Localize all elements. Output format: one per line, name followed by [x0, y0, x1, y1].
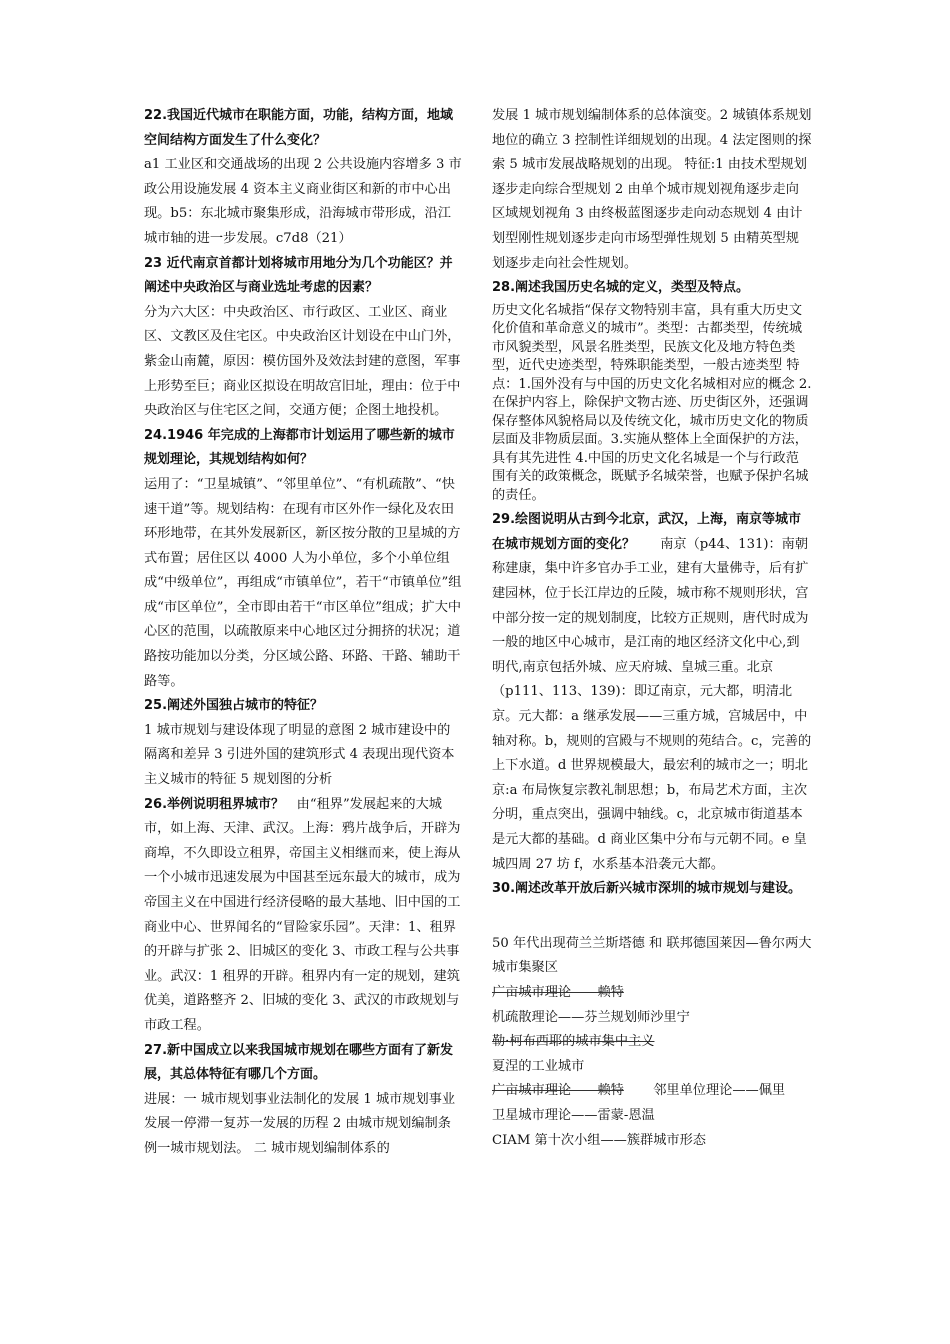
answer-22: a1 工业区和交通战场的出现 2 公共设施内容增多 3 市政公用设施发展 4 资本主义商业街区和新的市中心出现。b5：东北城市聚集形成，沿海城市带形成，沿江城市轴的进一步发展。c7d8（21）	[144, 157, 462, 246]
spacer	[492, 902, 812, 932]
qa-29	[492, 508, 812, 877]
right-column	[492, 104, 812, 1153]
note-7: 卫星城市理论——雷蒙-恩温	[492, 1107, 655, 1123]
question-29: 29.绘图说明从古到今北京，武汉，上海，南京等城市在城市规划方面的变化？	[492, 512, 802, 552]
note-3: 勒·柯布西耶的城市集中主义	[492, 1034, 655, 1050]
qa-26	[144, 793, 462, 1039]
answer-26: 由“租界”发展起来的大城市，如上海、天津、武汉。上海：鸦片战争后，开辟为商埠，不久即设立租界，帝国主义相继而来，使上海从一个小城市迅速发展为中国甚至远东最大的城市，成为帝国主义在中国进行经济侵略的最大基地、旧中国的工商业中心、世界闻名的“冒险家乐园”。天津：1、租界的开辟与扩张 2、旧城区的变化 3、市政工程与公共事业。武汉：1 租界的开辟。租界内有一定的规划，建筑优美，道路整齐 2、旧城的变化 3、武汉的市政规划与市政工程。	[144, 796, 461, 1033]
question-23: 23 近代南京首都计划将城市用地分为几个功能区？并阐述中央政治区与商业选址考虑的因素？	[144, 255, 453, 296]
question-28: 28.阐述我国历史名城的定义，类型及特点。	[492, 280, 750, 296]
note-row-5-6	[492, 1079, 812, 1104]
answer-23: 分为六大区：中央政治区、市行政区、工业区、商业区、文教区及住宅区。中央政治区计划设在中山门外，紫金山南麓，原因：模仿国外及效法封建的意图，军事上形势至巨；商业区拟设在明故宫旧址，理由：位于中央政治区与住宅区之间，交通方便；企图土地投机。	[144, 304, 461, 419]
note-2: 机疏散理论——芬兰规划师沙里宁	[492, 1009, 690, 1025]
note-4: 夏涅的工业城市	[492, 1058, 585, 1074]
note-1: 广亩城市理论——赖特	[492, 984, 624, 1000]
answer-27: 进展：一 城市规划事业法制化的发展 1 城市规划事业发展一停滞一复苏一发展的历程 2 由城市规划编制条例一城市规划法。 二 城市规划编制体系的	[144, 1091, 456, 1156]
question-24: 24.1946 年完成的上海都市计划运用了哪些新的城市规划理论，其规划结构如何？	[144, 427, 455, 468]
note-5: 广亩城市理论——赖特	[492, 1083, 624, 1099]
left-column	[144, 104, 462, 1162]
question-26: 26.举例说明租界城市？	[144, 796, 285, 812]
answer-28: 历史文化名城指“保存文物特别丰富，具有重大历史文化价值和革命意义的城市”。类型：古都类型，传统城市风貌类型，风景名胜类型，民族文化及地方特色类型，近代史迹类型，特殊职能类型，一般古迹类型 特点：1.国外没有与中国的历史文化名城相对应的概念 2. 在保护内容上，除保护文物古迹、历史街区外，还强调保存整体风貌格局以及传统文化，城市历史文化的物质层面及非物质层面。3.实施从整体上全面保护的方法，具有其先进性 4.中国的历史文化名城是一个与行政范围有关的政策概念，既赋予名城荣誉，也赋予保护名城的责任。	[492, 302, 812, 503]
answer-25: 1 城市规划与建设体现了明显的意图 2 城市建设中的隔离和差异 3 引进外国的建筑形式 4 表现出现代资本主义城市的特征 5 规划图的分析	[144, 722, 455, 788]
answer-24: 运用了：“卫星城镇”、“邻里单位”、“有机疏散”、“快速干道”等。规划结构：在现有市区外作一绿化及农田环形地带，在其外发展新区，新区按分散的卫星城的方式布置；居住区以 4000 人为小单位，多个小单位组成“中级单位”，再组成“市镇单位”，若干“市镇单位”组成“市区单位”，全市即由若干“市区单位”组成；扩大中心区的范围，以疏散原来中心地区过分拥挤的状况；道路按功能加以分类，分区域公路、环路、干路、辅助干路等。	[144, 476, 462, 689]
question-22: 22.我国近代城市在职能方面，功能，结构方面，地域空间结构方面发生了什么变化？	[144, 108, 454, 148]
answer-29: 南京（p44、131)：南朝称建康，集中许多官办手工业，建有大量佛寺，后有扩建园林，位于长江岸边的丘陵，城市称不规则形状，宫中部分按一定的规划制度，比较方正规则，唐代时成为一般的地区中心城市，是江南的地区经济文化中心,到明代,南京包括外城、应天府城、皇城三重。北京（p111、113、139)：即辽南京，元大都，明清北京。元大都：a 继承发展——三重方城，宫城居中，中轴对称。b，规则的宫殿与不规则的苑结合。c，完善的上下水道。d 世界规模最大，最宏利的城市之一；明北京:a 布局恢复宗教礼制思想；b，布局艺术方面，主次分明，重点突出，强调中轴线。c，北京城市街道基本是元大都的基础。d 商业区集中分布与元朝不同。e 皇城四周 27 坊 f，水系基本沿袭元大都。	[492, 536, 812, 872]
note-0: 50 年代出现荷兰兰斯塔德 和 联邦德国莱因—鲁尔两大城市集聚区	[492, 935, 812, 976]
question-25: 25.阐述外国独占城市的特征？	[144, 698, 324, 714]
question-27: 27.新中国成立以来我国城市规划在哪些方面有了新发展，其总体特征有哪几个方面。	[144, 1042, 454, 1083]
note-8: CIAM 第十次小组——簇群城市形态	[492, 1132, 706, 1148]
answer-27-continued: 发展 1 城市规划编制体系的总体演变。2 城镇体系规划地位的确立 3 控制性详细规划的出现。4 法定图则的探索 5 城市发展战略规划的出现。 特征:1 由技术型规划逐步走向综合型规划 2 由单个城市规划视角逐步走向区域规划视角 3 由终极蓝图逐步走向动态规划 4 由计划型刚性规划逐步走向市场型弹性规划 5 由精英型规划逐步走向社会性规划。	[492, 108, 812, 271]
question-30: 30.阐述改革开放后新兴城市深圳的城市规划与建设。	[492, 881, 802, 897]
note-6: 邻里单位理论——佩里	[653, 1083, 786, 1099]
